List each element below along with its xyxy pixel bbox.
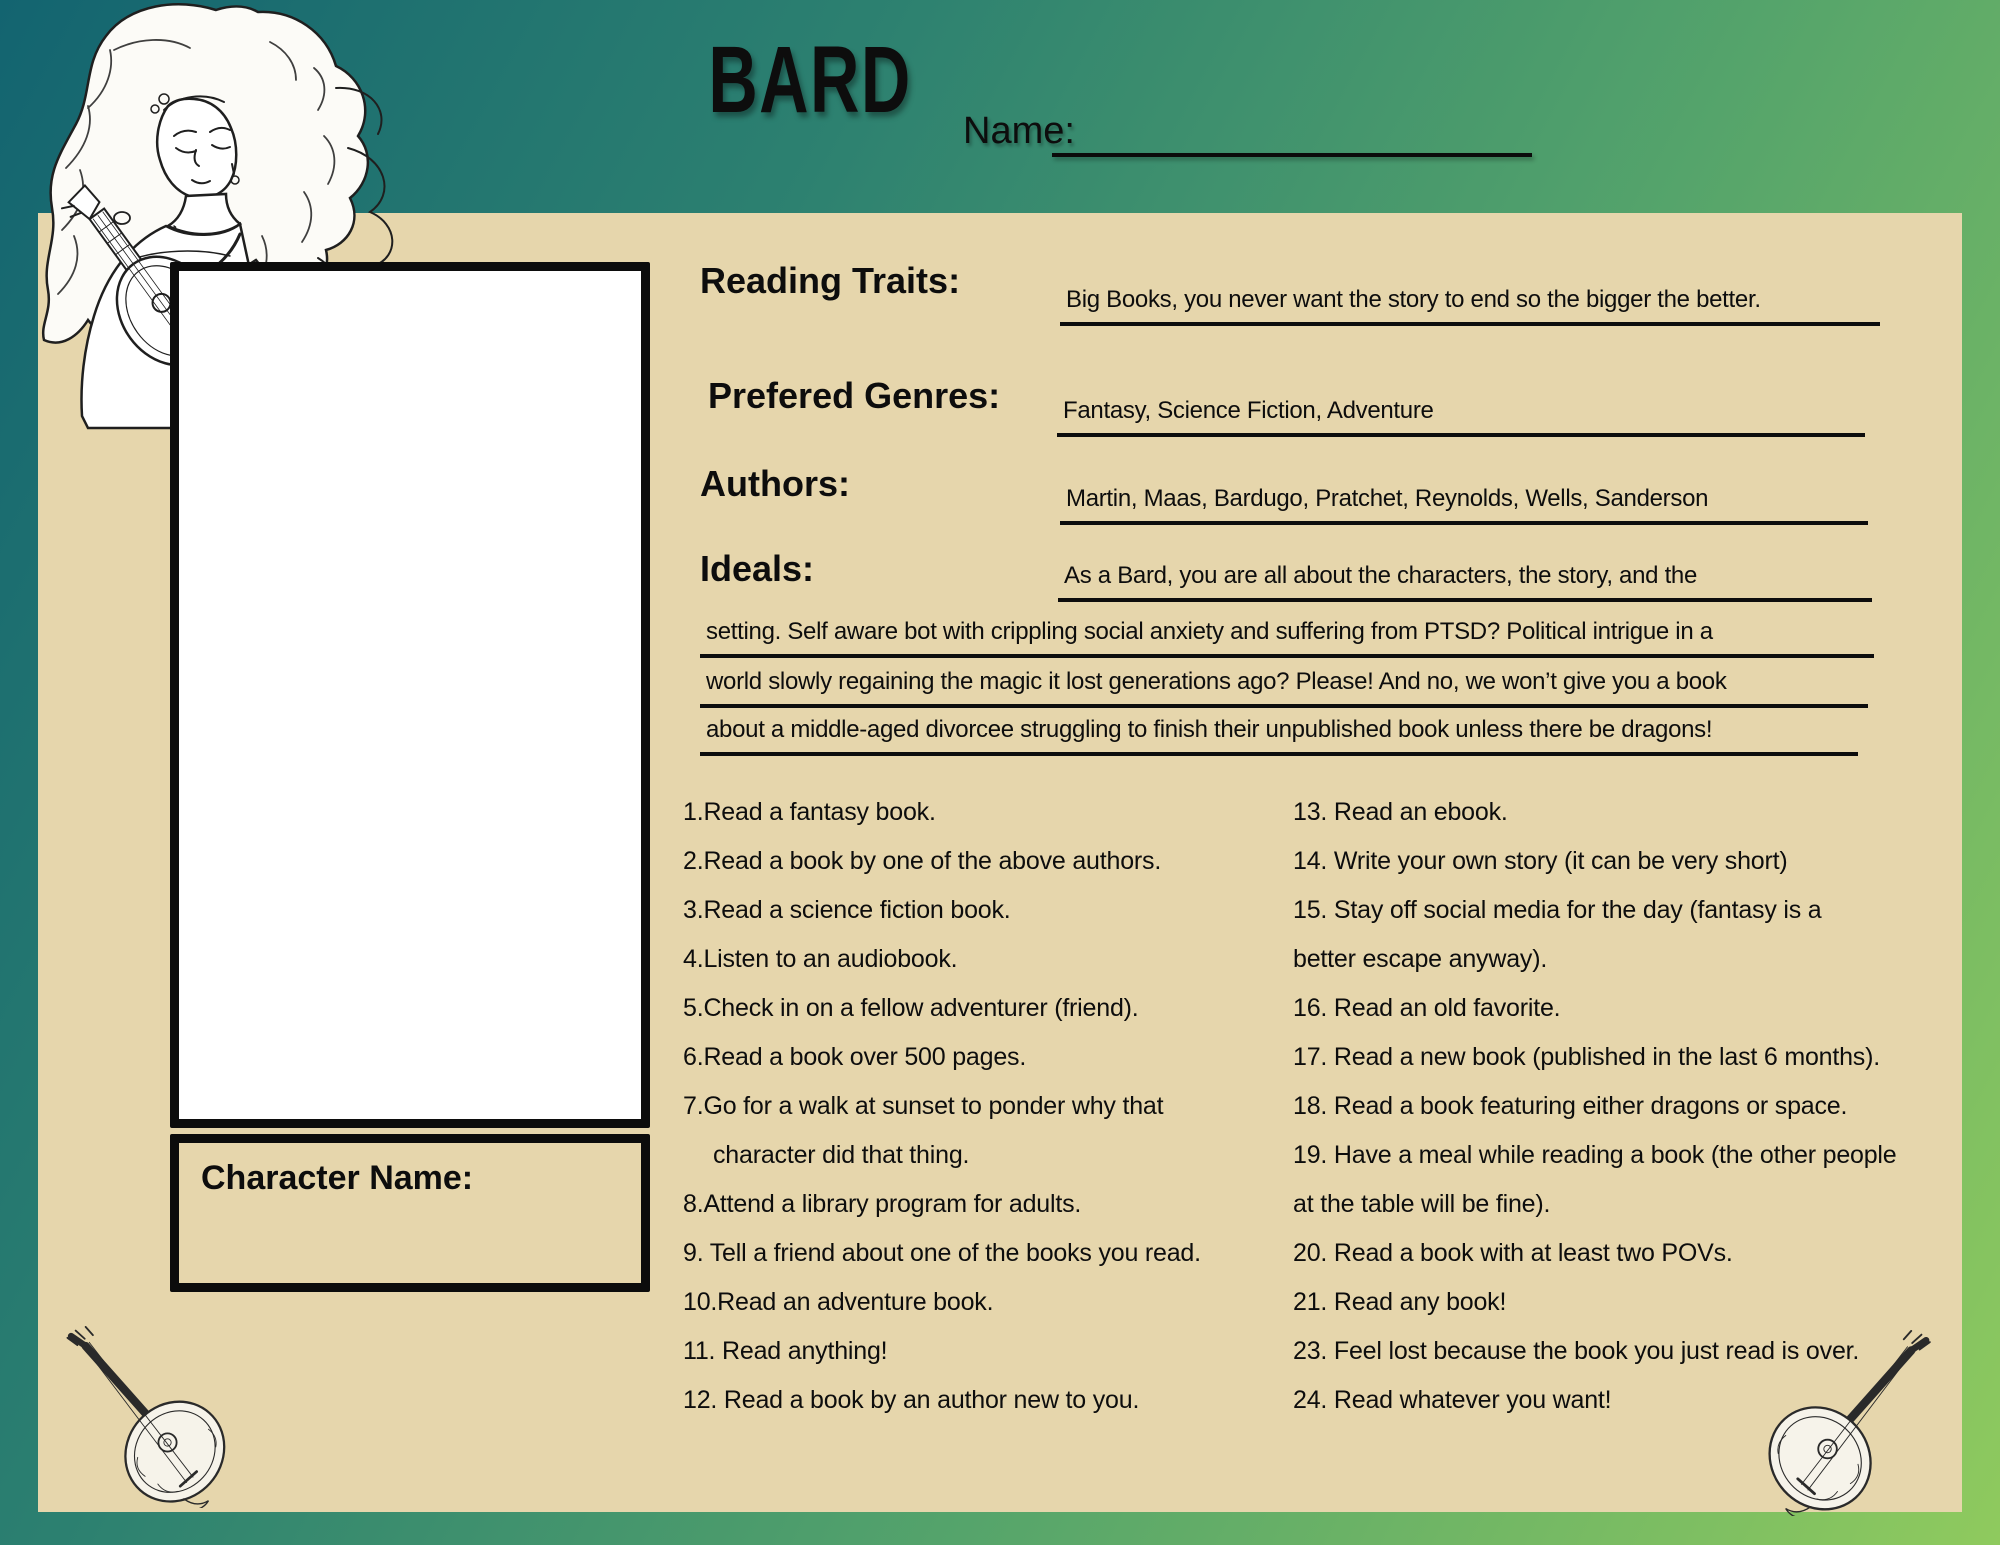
checklist-item: 13. Read an ebook. [1293, 798, 1508, 826]
lute-icon [50, 1326, 245, 1508]
checklist-item: 17. Read a new book (published in the last 6 months). [1293, 1043, 1880, 1071]
checklist-item: 2.Read a book by one of the above authors. [683, 847, 1162, 875]
character-name-label: Character Name: [201, 1159, 474, 1197]
name-label: Name: [963, 110, 1075, 152]
checklist-item: 6.Read a book over 500 pages. [683, 1043, 1027, 1071]
page-title: BARD [708, 27, 912, 133]
reading-traits-label: Reading Traits: [700, 260, 961, 301]
checklist-item: 18. Read a book featuring either dragons or space. [1293, 1092, 1848, 1120]
character-portrait-box [170, 262, 650, 1128]
checklist-item: 1.Read a fantasy book. [683, 798, 936, 826]
authors-label: Authors: [700, 463, 850, 504]
checklist-item: 5.Check in on a fellow adventurer (friend). [683, 994, 1139, 1022]
checklist-column-left [683, 788, 1293, 1425]
prefered-genres-label: Prefered Genres: [708, 375, 1001, 416]
checklist-item: 14. Write your own story (it can be very short) [1293, 847, 1788, 875]
checklist-item: 9. Tell a friend about one of the books you read. [683, 1239, 1201, 1267]
checklist-item: 8.Attend a library program for adults. [683, 1190, 1082, 1218]
checklist-item: 4.Listen to an audiobook. [683, 945, 958, 973]
prefered-genres-value: Fantasy, Science Fiction, Adventure [1057, 397, 1865, 437]
checklist-item: 12. Read a book by an author new to you. [683, 1386, 1140, 1414]
checklist-item: 19. Have a meal while reading a book (the other people at the table will be fine). [1293, 1141, 1897, 1218]
ideals-line: world slowly regaining the magic it lost generations ago? Please! And no, we won’t give you a book [700, 668, 1868, 708]
name-blank-line [1052, 153, 1532, 157]
character-name-box [170, 1134, 650, 1292]
checklist-item: 7.Go for a walk at sunset to ponder why that character did that thing. [683, 1092, 1164, 1169]
checklist-item: 20. Read a book with at least two POVs. [1293, 1239, 1733, 1267]
lute-icon [1752, 1330, 1944, 1516]
checklist-item: 23. Feel lost because the book you just read is over. [1293, 1337, 1860, 1365]
checklist-item: 21. Read any book! [1293, 1288, 1507, 1316]
ideals-label: Ideals: [700, 548, 815, 589]
ideals-line: about a middle-aged divorcee struggling to finish their unpublished book unless there be dragons! [700, 716, 1858, 756]
checklist-item: 15. Stay off social media for the day (fantasy is a better escape anyway). [1293, 896, 1822, 973]
checklist-item: 24. Read whatever you want! [1293, 1386, 1612, 1414]
ideals-line: As a Bard, you are all about the characters, the story, and the [1058, 562, 1872, 602]
checklist-item: 11. Read anything! [683, 1337, 888, 1365]
authors-value: Martin, Maas, Bardugo, Pratchet, Reynolds, Wells, Sanderson [1060, 485, 1868, 525]
checklist-item: 10.Read an adventure book. [683, 1288, 994, 1316]
ideals-line: setting. Self aware bot with crippling social anxiety and suffering from PTSD? Political intrigue in a [700, 618, 1874, 658]
checklist-item: 16. Read an old favorite. [1293, 994, 1561, 1022]
reading-traits-value: Big Books, you never want the story to end so the bigger the better. [1060, 286, 1880, 326]
checklist-item: 3.Read a science fiction book. [683, 896, 1011, 924]
